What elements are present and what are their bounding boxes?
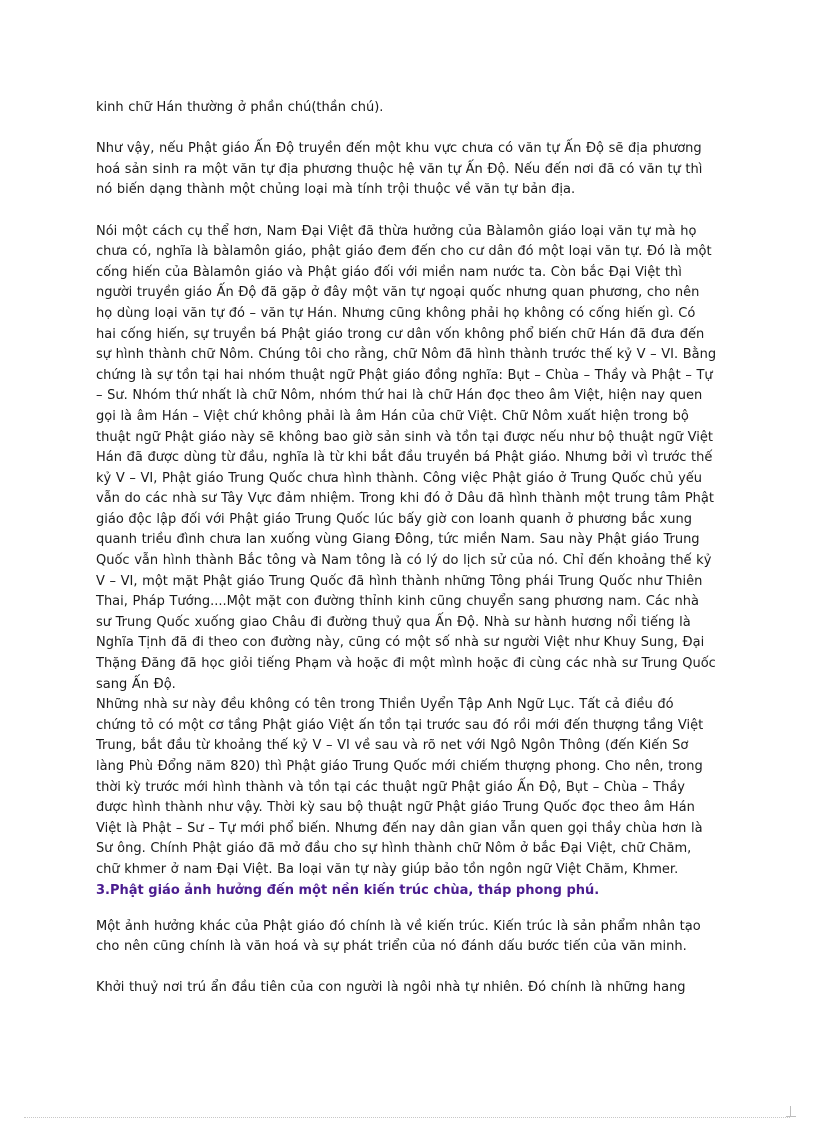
paragraph-1: kinh chữ Hán thường ở phần chú(thần chú). — [96, 100, 384, 115]
paragraph-2: Như vậy, nếu Phật giáo Ấn Độ truyền đến một khu vực chưa có văn tự Ấn Độ sẽ địa phương hoá sản sinh ra một văn tự địa phương thuộc hệ văn tự Ấn Độ. Nếu đến nơi đã có văn tự thì nó biến dạng thành một chủng loại mà tính trội thuộc về văn tự bản địa. — [96, 141, 703, 198]
paragraph-4: Những nhà sư này đều không có tên trong Thiền Uyển Tập Anh Ngữ Lục. Tất cả điều đó chứng tỏ có một cơ tầng Phật giáo Việt ấn tồn tại trước sau đó rồi mới đến thượng tầng Việt Trung, bắt đầu từ khoảng thế kỷ V – VI về sau và rõ net với Ngô Ngôn Thông (đến Kiến Sơ làng Phù Đổng năm 820) thì Phật giáo Trung Quốc mới chiếm thượng phong. Cho nên, trong thời kỳ trước mới hình thành và tồn tại các thuật ngữ Phật giáo Ấn Độ, Bụt – Chùa – Thầy được hình thành như vậy. Thời kỳ sau bộ thuật ngữ Phật giáo Trung Quốc đọc theo âm Hán Việt là Phật – Sư – Tự mới phổ biến. Nhưng đến nay dân gian vẫn quen gọi thầy chùa hơn là Sư ông. Chính Phật giáo đã mở đầu cho sự hình thành chữ Nôm ở bắc Đại Việt, chữ Chăm, chữ khmer ở nam Đại Việt. Ba loại văn tự này giúp bảo tồn ngôn ngữ Việt Chăm, Khmer. — [96, 697, 704, 877]
section-paragraph-2: Khởi thuỷ nơi trú ẩn đầu tiên của con người là ngôi nhà tự nhiên. Đó chính là những hang — [96, 980, 686, 996]
section-heading: 3.Phật giáo ảnh hưởng đến một nền kiến trúc chùa, tháp phong phú. — [96, 882, 600, 898]
page-bottom-divider — [24, 1117, 790, 1118]
page-corner-crop-mark — [786, 1106, 796, 1116]
section-paragraph-1: Một ảnh hưởng khác của Phật giáo đó chính là về kiến trúc. Kiến trúc là sản phẩm nhân tạo cho nên cũng chính là văn hoá và sự phát triển của nó đánh dấu bước tiến của văn minh. — [96, 918, 701, 955]
document-page — [96, 98, 718, 999]
paragraph-3: Nói một cách cụ thể hơn, Nam Đại Việt đã thừa hưởng của Bàlamôn giáo loại văn tự mà họ chưa có, nghĩa là bàlamôn giáo, phật giáo đem đến cho cư dân đó một loại văn tự. Đó là một cống hiến của Bàlamôn giáo và Phật giáo đối với miền nam nước ta. Còn bắc Đại Việt thì người truyền giáo Ấn Độ đã gặp ở đây một văn tự ngoại quốc nhưng quan phương, cho nên họ dùng loại văn tự đó – văn tự Hán. Nhưng cũng không phải họ không có cống hiến gì. Có hai cống hiến, sự truyền bá Phật giáo trong cư dân vốn không phổ biến chữ Hán đã đưa đến sự hình thành chữ Nôm. Chúng tôi cho rằng, chữ Nôm đã hình thành trước thế kỷ V – VI. Bằng chứng là sự tồn tại hai nhóm thuật ngữ Phật giáo đồng nghĩa: Bụt – Chùa – Thầy và Phật – Tự – Sư. Nhóm thứ nhất là chữ Nôm, nhóm thứ hai là chữ Hán đọc theo âm Việt, hiện nay quen gọi là âm Hán – Việt chứ không phải là âm Hán của chữ Việt. Chữ Nôm xuất hiện trong bộ thuật ngữ Phật giáo này sẽ không bao giờ sản sinh và tồn tại được nếu như bộ thuật ngữ Việt Hán đã được dùng từ đầu, nghĩa là từ khi bắt đầu truyền bá Phật giáo. Nhưng bởi vì trước thế kỷ V – VI, Phật giáo Trung Quốc chưa hình thành. Công việc Phật giáo ở Trung Quốc chủ yếu vẫn do các nhà sư Tây Vực đảm nhiệm. Trong khi đó ở Dâu đã hình thành một trung tâm Phật giáo độc lập đối với Phật giáo Trung Quốc lúc bấy giờ con loanh quanh ở phương bắc xung quanh triều đình chưa lan xuống vùng Giang Đông, tức miền Nam. Sau này Phật giáo Trung Quốc vẫn hình thành Bắc tông và Nam tông là có lý do lịch sử của nó. Chỉ đến khoảng thế kỷ V – VI, một mặt Phật giáo Trung Quốc đã hình thành những Tông phái Trung Quốc như Thiên Thai, Pháp Tướng....Một mặt con đường thỉnh kinh cũng chuyển sang phương nam. Các nhà sư Trung Quốc xuống giao Châu đi đường thuỷ qua Ấn Độ. Nhà sư hành hương nổi tiếng là Nghĩa Tịnh đã đi theo con đường này, cũng có một số nhà sư người Việt như Khuy Sung, Đại Thặng Đăng đã học giỏi tiếng Phạm và hoặc đi một mình hoặc đi cùng các nhà sư Trung Quốc sang Ấn Độ. — [96, 223, 717, 692]
